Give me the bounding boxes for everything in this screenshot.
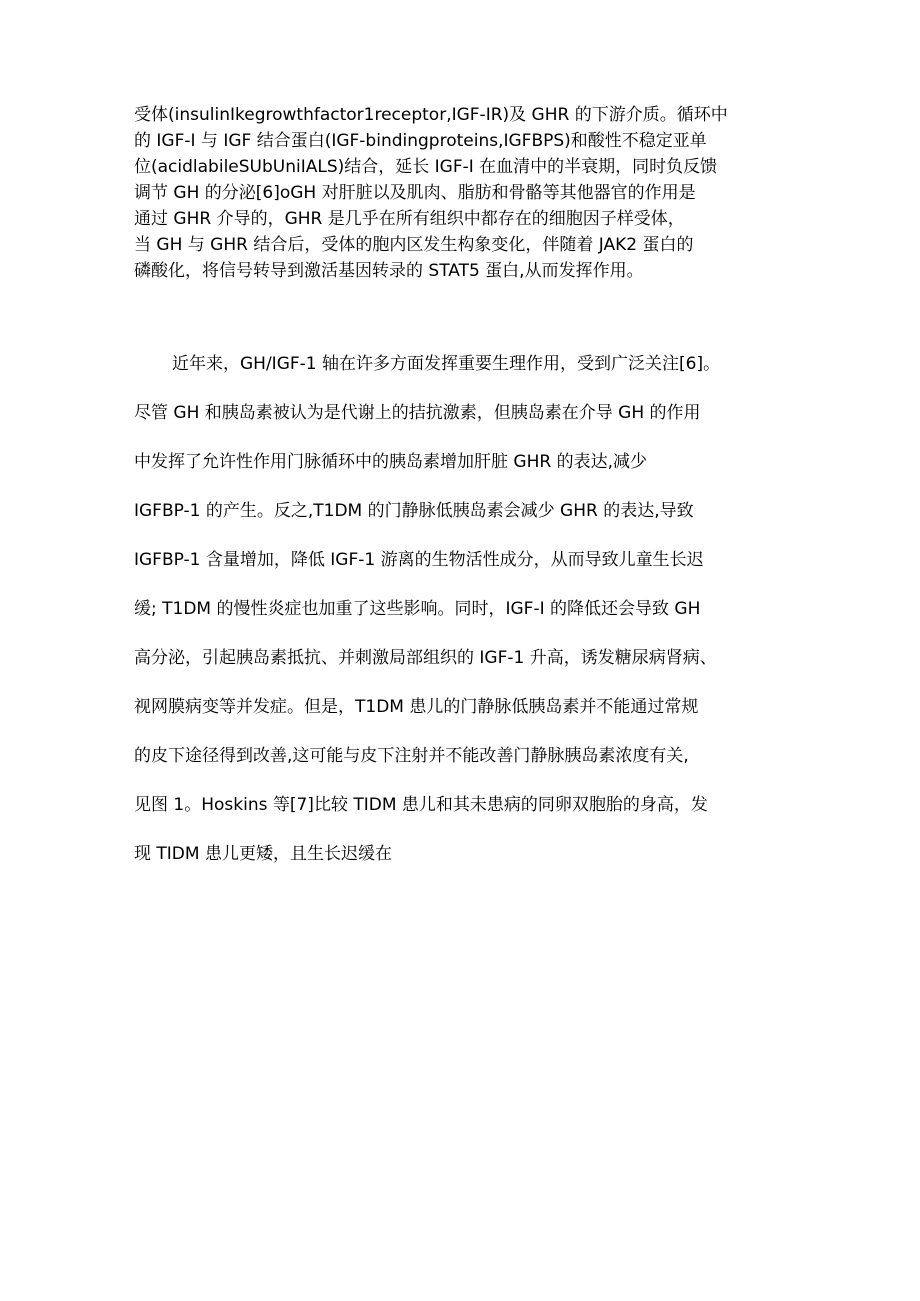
paragraph-2-line: 视网膜病变等并发症。但是，T1DM 患儿的门静脉低胰岛素并不能通过常规 (134, 697, 699, 717)
paragraph-2-line: IGFBP-1 的产生。反之,T1DM 的门静脉低胰岛素会减少 GHR 的表达,导致 (134, 501, 694, 521)
paragraph-1-line: 的 IGF-I 与 IGF 结合蛋白(IGF-bindingproteins,IGFBPS)和酸性不稳定亚单 (134, 131, 707, 151)
paragraph-2-line: 见图 1。Hoskins 等[7]比较 TIDM 患儿和其未患病的同卵双胞胎的身高，发 (134, 795, 708, 815)
paragraph-2-line: 近年来，GH/IGF-1 轴在许多方面发挥重要生理作用，受到广泛关注[6]。 (172, 354, 721, 374)
paragraph-1-line: 当 GH 与 GHR 结合后，受体的胞内区发生构象变化，伴随着 JAK2 蛋白的 (134, 235, 694, 255)
paragraph-2 (134, 346, 794, 885)
paragraph-2-line: 高分泌，引起胰岛素抵抗、并刺激局部组织的 IGF-1 升高，诱发糖尿病肾病、 (134, 648, 717, 668)
paragraph-2-line: 中发挥了允许性作用门脉循环中的胰岛素增加肝脏 GHR 的表达,减少 (134, 452, 647, 472)
paragraph-2-line: 的皮下途径得到改善,这可能与皮下注射并不能改善门静脉胰岛素浓度有关, (134, 746, 689, 766)
paragraph-1-line: 磷酸化，将信号转导到激活基因转录的 STAT5 蛋白,从而发挥作用。 (134, 261, 644, 281)
paragraph-2-line: IGFBP-1 含量增加，降低 IGF-1 游离的生物活性成分，从而导致儿童生长迟 (134, 550, 704, 570)
paragraph-2-line: 现 TIDM 患儿更矮，且生长迟缓在 (134, 844, 392, 864)
paragraph-2-line: 缓; T1DM 的慢性炎症也加重了这些影响。同时，IGF-I 的降低还会导致 GH (134, 599, 701, 619)
paragraph-1-line: 调节 GH 的分泌[6]oGH 对肝脏以及肌肉、脂肪和骨骼等其他器官的作用是 (134, 183, 696, 203)
paragraph-2-line: 尽管 GH 和胰岛素被认为是代谢上的拮抗激素，但胰岛素在介导 GH 的作用 (134, 403, 701, 423)
paragraph-1-line: 位(acidlabileSUbUniIALS)结合，延长 IGF-I 在血清中的半衰期，同时负反馈 (134, 157, 718, 177)
paragraph-1-line: 通过 GHR 介导的，GHR 是几乎在所有组织中都存在的细胞因子样受体， (134, 209, 685, 229)
paragraph-1-line: 受体(insulinIkegrowthfactor1receptor,IGF-IR)及 GHR 的下游介质。循环中 (134, 105, 728, 125)
paragraph-1 (134, 102, 794, 284)
